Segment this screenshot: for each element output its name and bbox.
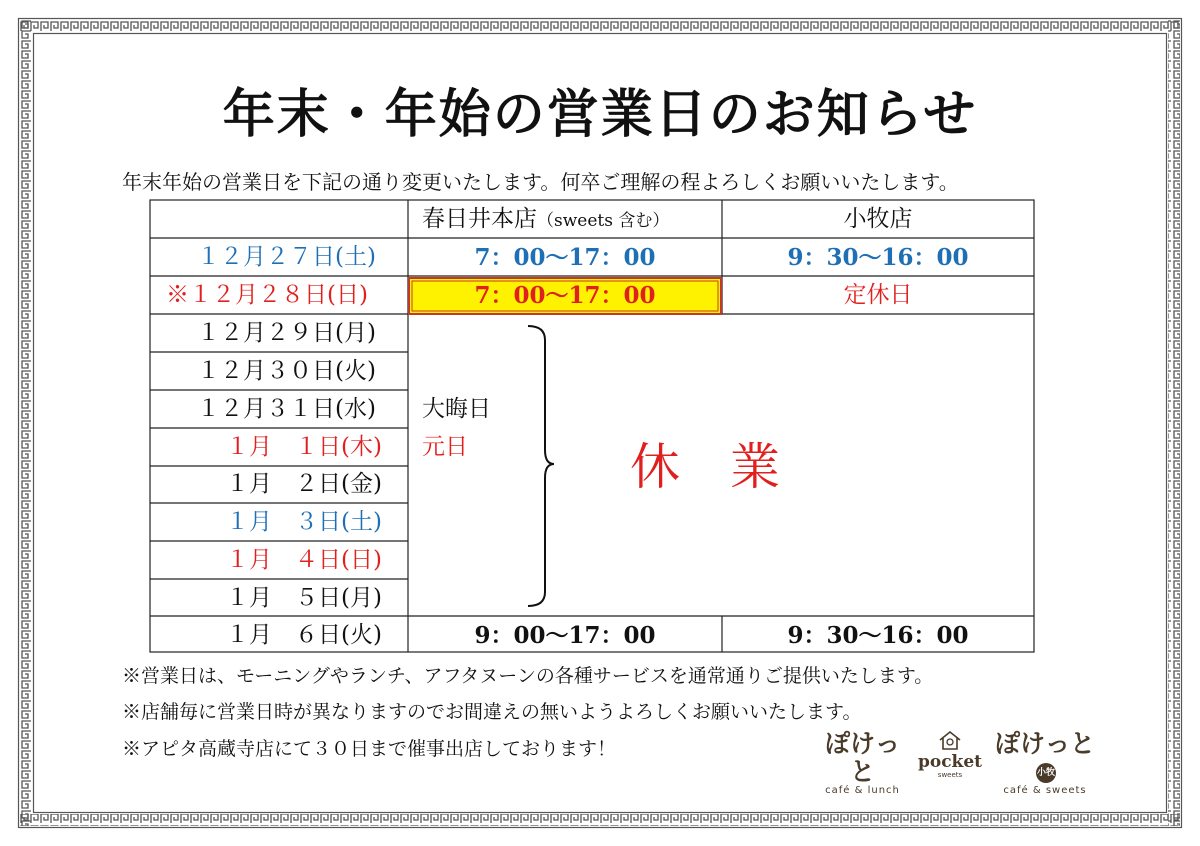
logo-pokketto-cafe-sweets <box>990 730 1100 796</box>
date-row-10: １月 ５日(月) <box>226 585 382 611</box>
date-row-8: １月 ３日(土) <box>226 509 382 535</box>
hours-kasugai-row-11: 9：00〜17：00 <box>474 622 656 649</box>
closed-period-brace <box>528 326 554 606</box>
closed-label: 休 業 <box>630 438 780 496</box>
date-row-11: １月 ６日(火) <box>226 622 382 648</box>
logo-1-name: ぽけっと <box>824 729 900 786</box>
hours-kasugai-row-1: 7：00〜17：00 <box>474 244 656 271</box>
header-store-kasugai-label: 春日井本店 <box>422 206 537 232</box>
date-row-5: １２月３１日(水) <box>197 396 376 422</box>
logo-pocket-sweets <box>915 730 985 779</box>
logo-2-sub: sweets <box>937 771 963 779</box>
note-line-1: ※営業日は、モーニングやランチ、アフタヌーンの各種サービスを通常通りご提供いたします。 <box>122 665 934 687</box>
logo-2-name: pocket <box>917 752 983 772</box>
logo-3-name: ぽけっと <box>994 729 1095 758</box>
date-row-3: １２月２９日(月) <box>197 320 376 346</box>
intro-text: 年末年始の営業日を下記の通り変更いたします。何卒ご理解の程よろしくお願いいたします。 <box>122 170 959 194</box>
date-row-1: １２月２７日(土) <box>197 244 376 270</box>
header-store-kasugai-note: （sweets 含む） <box>537 211 670 231</box>
note-omisoka: 大晦日 <box>422 396 491 422</box>
note-ganjitsu: 元日 <box>422 434 468 460</box>
header-store-komaki: 小牧店 <box>843 206 913 232</box>
hours-kasugai-row-2: 7：00〜17：00 <box>474 282 656 309</box>
hours-komaki-row-1: 9：30〜16：00 <box>787 244 969 271</box>
date-row-6: １月 １日(木) <box>226 434 382 460</box>
logo-pokketto-cafe-lunch <box>815 730 910 796</box>
logo-1-sub: café & lunch <box>825 785 900 796</box>
date-row-2: ※１２月２８日(日) <box>166 282 368 308</box>
komaki-closed-day: 定休日 <box>843 282 913 308</box>
house-icon <box>937 730 963 750</box>
logo-3-badge: 小牧 <box>1036 763 1056 783</box>
note-line-3: ※アピタ高蔵寺店にて３０日まで催事出店しております！ <box>122 738 617 760</box>
page-title: 年末・年始の営業日のお知らせ <box>222 84 978 145</box>
logo-3-sub: café & sweets <box>1003 785 1087 796</box>
header-store-kasugai <box>422 208 669 231</box>
note-line-2: ※店舗毎に営業日時が異なりますのでお間違えの無いようよろしくお願いいたします。 <box>122 701 862 723</box>
date-row-9: １月 ４日(日) <box>226 547 382 573</box>
date-row-7: １月 ２日(金) <box>226 471 382 497</box>
hours-komaki-row-11: 9：30〜16：00 <box>787 622 969 649</box>
date-row-4: １２月３０日(火) <box>197 358 376 384</box>
